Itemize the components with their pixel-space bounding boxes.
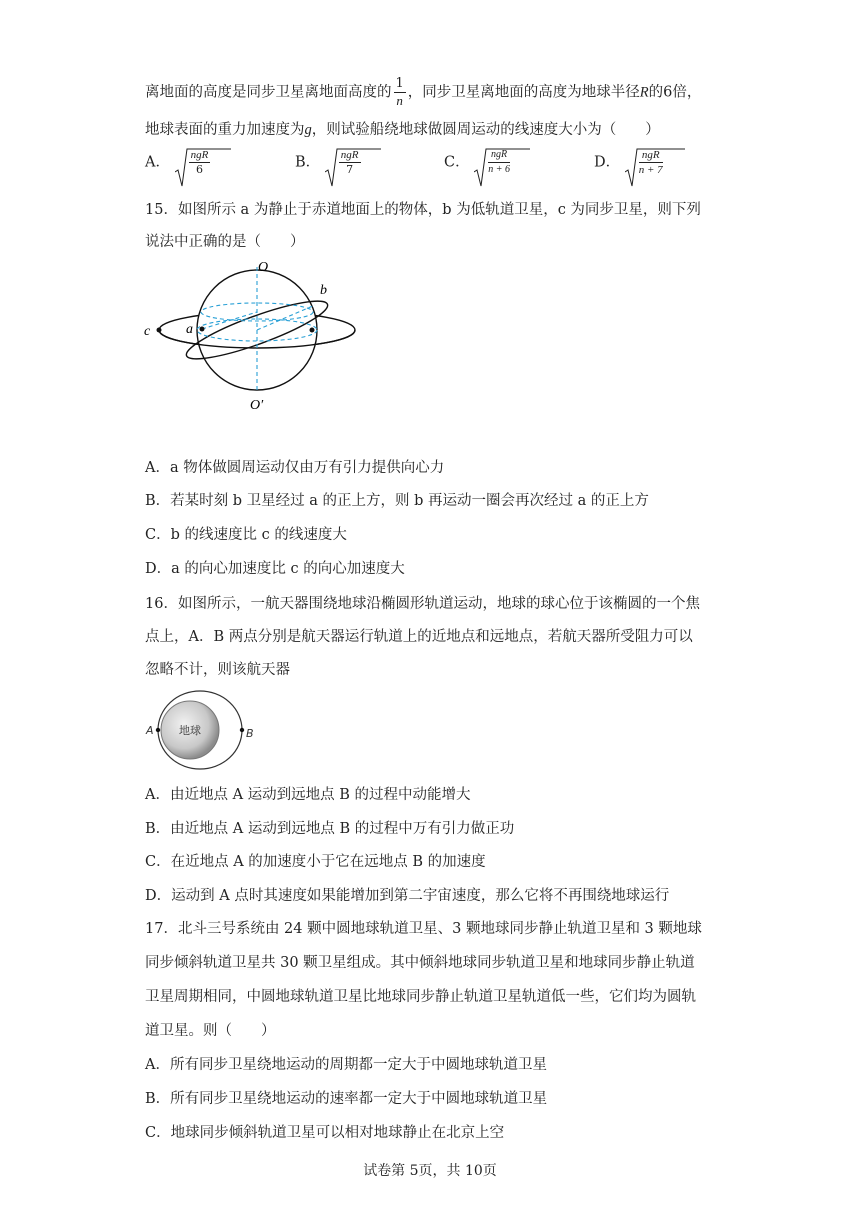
fraction-1-over-n: $\frac{1}{n}$ <box>395 76 404 108</box>
q14-line2: 地球表面的重力加速度为g，则试验船绕地球做圆周运动的线速度大小为（ ） <box>145 122 660 138</box>
elliptical-orbit-diagram <box>140 686 265 774</box>
sqrt-expression: $\frac{\text{ngR}}{6}$ <box>175 148 213 177</box>
q16-option-a[interactable]: A．由近地点 A 运动到远地点 B 的过程中动能增大 <box>145 787 471 803</box>
q17-stem-line1: 17．北斗三号系统由 24 颗中圆地球轨道卫星、3 颗地球同步静止轨道卫星和 3 颗地球 <box>145 921 702 937</box>
sqrt-expression: $\frac{\text{ngR}}{7}$ <box>325 148 363 177</box>
point-right <box>310 328 315 333</box>
sqrt-expression: $\frac{\text{ngR}}{n + 7}$ <box>625 148 665 177</box>
earth-label: 地球 <box>179 724 201 737</box>
q16-stem-line2: 点上，A．B 两点分别是航天器运行轨道上的近地点和远地点，若航天器所受阻力可以 <box>145 629 693 645</box>
q14-text: 离地面的高度是同步卫星离地面高度的 <box>145 84 392 101</box>
point-a <box>200 327 205 332</box>
q16-option-c[interactable]: C．在近地点 A 的加速度小于它在远地点 B 的加速度 <box>145 854 486 870</box>
label-B: B <box>246 727 254 740</box>
q15-stem-line2: 说法中正确的是（ ） <box>145 234 305 250</box>
q17-option-b[interactable]: B．所有同步卫星绕地运动的速率都一定大于中圆地球轨道卫星 <box>145 1091 548 1107</box>
q17-stem-line3: 卫星周期相同，中圆地球轨道卫星比地球同步静止轨道卫星轨道低一些，它们均为圆轨 <box>145 989 696 1005</box>
page-footer: 试卷第 5页，共 10页 <box>363 1163 497 1179</box>
label-c: c <box>144 324 151 339</box>
q17-stem-line4: 道卫星。则（ ） <box>145 1023 276 1039</box>
q14-line1: 离地面的高度是同步卫星离地面高度的 $\frac{1}{n}$ ，同步卫星离地面的高度为地球半径R的6倍， <box>145 76 702 108</box>
label-a: a <box>186 322 193 337</box>
label-O-prime: O′ <box>250 398 264 413</box>
q14-option-b[interactable]: B． $\frac{\text{ngR}}{7}$ <box>295 148 363 177</box>
q14-option-c[interactable]: C． $\frac{\text{ngR}}{n + 6}$ <box>444 148 512 177</box>
q16-option-b[interactable]: B．由近地点 A 运动到远地点 B 的过程中万有引力做正功 <box>145 821 515 837</box>
q16-option-d[interactable]: D．运动到 A 点时其速度如果能增加到第二宇宙速度，那么它将不再围绕地球运行 <box>145 888 670 904</box>
q16-stem-line1: 16．如图所示，一航天器围绕地球沿椭圆形轨道运动，地球的球心位于该椭圆的一个焦 <box>145 596 700 612</box>
label-b: b <box>320 283 327 298</box>
q15-option-d[interactable]: D．a 的向心加速度比 c 的向心加速度大 <box>145 561 405 577</box>
point-A <box>156 728 160 732</box>
q15-option-b[interactable]: B．若某时刻 b 卫星经过 a 的正上方，则 b 再运动一圈会再次经过 a 的正上方 <box>145 493 649 509</box>
orbit-diagram <box>140 255 370 420</box>
q14-option-d[interactable]: D． $\frac{\text{ngR}}{n + 7}$ <box>594 148 665 177</box>
label-A: A <box>146 724 154 737</box>
q14-option-a[interactable]: A． $\frac{\text{ngR}}{6}$ <box>145 148 212 177</box>
point-c <box>157 328 162 333</box>
q15-stem-line1: 15．如图所示 a 为静止于赤道地面上的物体，b 为低轨道卫星，c 为同步卫星，则下列 <box>145 202 701 218</box>
q17-stem-line2: 同步倾斜轨道卫星共 30 颗卫星组成。其中倾斜地球同步轨道卫星和地球同步静止轨道 <box>145 955 695 971</box>
q15-option-c[interactable]: C．b 的线速度比 c 的线速度大 <box>145 527 347 543</box>
q17-option-c[interactable]: C．地球同步倾斜轨道卫星可以相对地球静止在北京上空 <box>145 1125 505 1141</box>
point-B <box>240 728 244 732</box>
q17-option-a[interactable]: A．所有同步卫星绕地运动的周期都一定大于中圆地球轨道卫星 <box>145 1057 547 1073</box>
q16-stem-line3: 忽略不计，则该航天器 <box>145 662 290 678</box>
sqrt-expression: $\frac{\text{ngR}}{n + 6}$ <box>474 148 512 177</box>
label-O: O <box>258 260 269 275</box>
q15-option-a[interactable]: A．a 物体做圆周运动仅由万有引力提供向心力 <box>145 460 445 476</box>
